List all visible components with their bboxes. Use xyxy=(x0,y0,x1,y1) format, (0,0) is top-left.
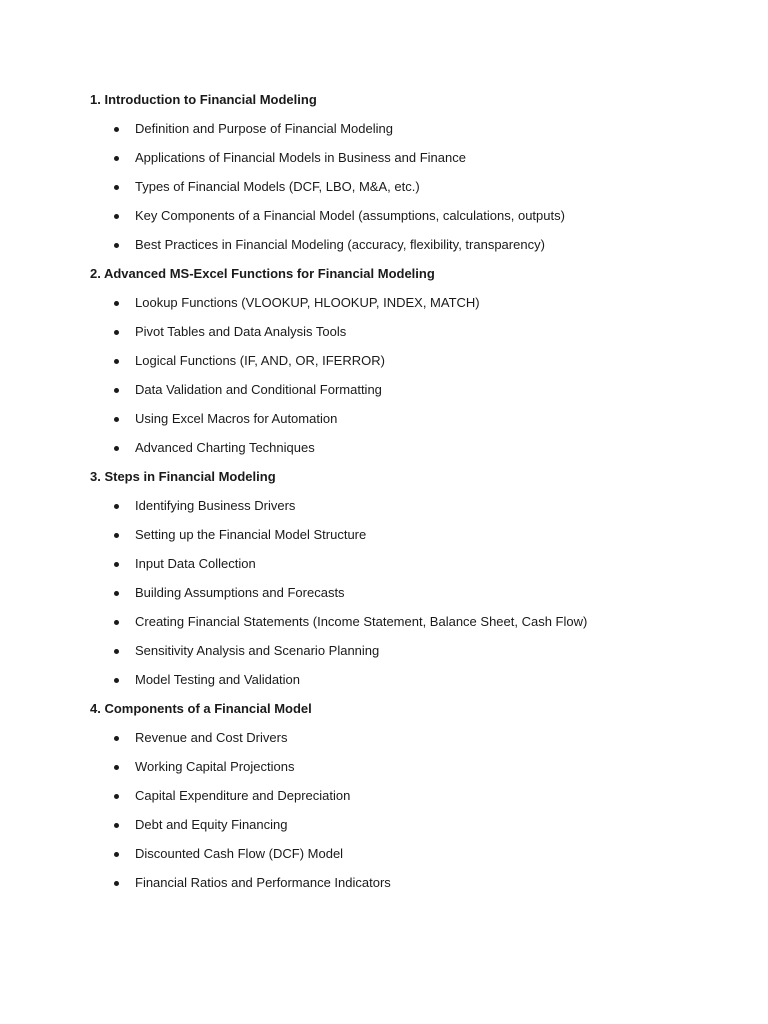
list-item xyxy=(90,874,710,892)
list-item-text: Lookup Functions (VLOOKUP, HLOOKUP, INDEX, MATCH) xyxy=(135,295,480,310)
list-item-text: Building Assumptions and Forecasts xyxy=(135,585,345,600)
bullet-list xyxy=(90,497,710,689)
bullet-icon xyxy=(114,301,119,306)
list-item-text: Types of Financial Models (DCF, LBO, M&A, etc.) xyxy=(135,179,420,194)
bullet-icon xyxy=(114,185,119,190)
bullet-icon xyxy=(114,243,119,248)
bullet-list xyxy=(90,729,710,892)
section-4 xyxy=(90,700,710,892)
list-item-text: Best Practices in Financial Modeling (accuracy, flexibility, transparency) xyxy=(135,237,545,252)
list-item-text: Using Excel Macros for Automation xyxy=(135,411,338,426)
list-item-text: Sensitivity Analysis and Scenario Planning xyxy=(135,643,380,658)
list-item xyxy=(90,207,710,225)
list-item xyxy=(90,787,710,805)
list-item-text: Creating Financial Statements (Income Statement, Balance Sheet, Cash Flow) xyxy=(135,614,588,629)
list-item xyxy=(90,526,710,544)
list-item xyxy=(90,178,710,196)
list-item-text: Revenue and Cost Drivers xyxy=(135,730,288,745)
bullet-icon xyxy=(114,562,119,567)
bullet-icon xyxy=(114,417,119,422)
list-item xyxy=(90,555,710,573)
list-item xyxy=(90,729,710,747)
bullet-list xyxy=(90,120,710,254)
bullet-icon xyxy=(114,736,119,741)
list-item-text: Discounted Cash Flow (DCF) Model xyxy=(135,846,344,861)
list-item-text: Logical Functions (IF, AND, OR, IFERROR) xyxy=(135,353,385,368)
list-item xyxy=(90,845,710,863)
list-item xyxy=(90,381,710,399)
section-heading: 1. Introduction to Financial Modeling xyxy=(90,92,317,107)
section-heading: 2. Advanced MS-Excel Functions for Financial Modeling xyxy=(90,266,435,281)
list-item-text: Financial Ratios and Performance Indicators xyxy=(135,875,391,890)
list-item xyxy=(90,149,710,167)
bullet-icon xyxy=(114,388,119,393)
list-item-text: Working Capital Projections xyxy=(135,759,295,774)
list-item xyxy=(90,642,710,660)
list-item xyxy=(90,584,710,602)
document-body xyxy=(90,91,710,903)
section-2 xyxy=(90,265,710,457)
section-heading: 3. Steps in Financial Modeling xyxy=(90,469,276,484)
bullet-list xyxy=(90,294,710,457)
list-item xyxy=(90,439,710,457)
list-item xyxy=(90,613,710,631)
list-item xyxy=(90,352,710,370)
bullet-icon xyxy=(114,881,119,886)
section-1 xyxy=(90,91,710,254)
list-item xyxy=(90,294,710,312)
list-item-text: Input Data Collection xyxy=(135,556,256,571)
list-item-text: Applications of Financial Models in Business and Finance xyxy=(135,150,466,165)
list-item xyxy=(90,758,710,776)
list-item-text: Identifying Business Drivers xyxy=(135,498,296,513)
bullet-icon xyxy=(114,214,119,219)
bullet-icon xyxy=(114,678,119,683)
bullet-icon xyxy=(114,156,119,161)
list-item xyxy=(90,410,710,428)
list-item-text: Pivot Tables and Data Analysis Tools xyxy=(135,324,347,339)
list-item xyxy=(90,120,710,138)
list-item-text: Model Testing and Validation xyxy=(135,672,301,687)
bullet-icon xyxy=(114,765,119,770)
bullet-icon xyxy=(114,794,119,799)
bullet-icon xyxy=(114,533,119,538)
bullet-icon xyxy=(114,446,119,451)
bullet-icon xyxy=(114,330,119,335)
section-3 xyxy=(90,468,710,689)
bullet-icon xyxy=(114,504,119,509)
list-item-text: Key Components of a Financial Model (assumptions, calculations, outputs) xyxy=(135,208,565,223)
list-item-text: Setting up the Financial Model Structure xyxy=(135,527,367,542)
list-item xyxy=(90,816,710,834)
bullet-icon xyxy=(114,649,119,654)
list-item xyxy=(90,236,710,254)
bullet-icon xyxy=(114,823,119,828)
list-item-text: Advanced Charting Techniques xyxy=(135,440,315,455)
list-item-text: Definition and Purpose of Financial Modeling xyxy=(135,121,393,136)
list-item-text: Capital Expenditure and Depreciation xyxy=(135,788,351,803)
bullet-icon xyxy=(114,852,119,857)
list-item xyxy=(90,323,710,341)
bullet-icon xyxy=(114,359,119,364)
bullet-icon xyxy=(114,127,119,132)
list-item-text: Debt and Equity Financing xyxy=(135,817,288,832)
bullet-icon xyxy=(114,620,119,625)
bullet-icon xyxy=(114,591,119,596)
list-item-text: Data Validation and Conditional Formatting xyxy=(135,382,382,397)
list-item xyxy=(90,671,710,689)
list-item xyxy=(90,497,710,515)
section-heading: 4. Components of a Financial Model xyxy=(90,701,312,716)
